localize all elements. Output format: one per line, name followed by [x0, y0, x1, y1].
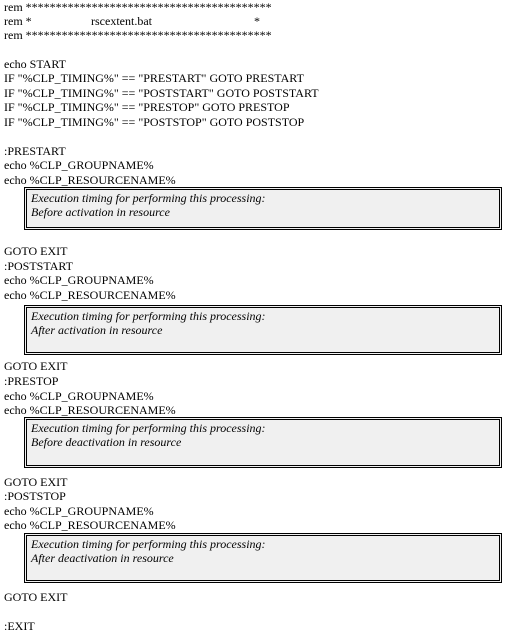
section-label-poststart: :POSTSTART — [4, 259, 73, 273]
if-poststop-line: IF "%CLP_TIMING%" == "POSTSTOP" GOTO POSTSTOP — [4, 115, 305, 129]
rem-border-bottom: rem ***************************************** — [4, 28, 272, 42]
goto-exit-line: GOTO EXIT — [4, 359, 68, 373]
goto-exit-line: GOTO EXIT — [4, 244, 68, 258]
echo-groupname-line: echo %CLP_GROUPNAME% — [4, 158, 154, 172]
echo-resourcename-line: echo %CLP_RESOURCENAME% — [4, 518, 176, 532]
rem-title-line — [4, 14, 504, 28]
timing-note-text: Before deactivation in resource — [31, 435, 182, 449]
timing-note-prestop — [24, 417, 502, 468]
echo-resourcename-line: echo %CLP_RESOURCENAME% — [4, 403, 176, 417]
timing-note-text: After deactivation in resource — [31, 551, 174, 565]
goto-exit-line: GOTO EXIT — [4, 475, 68, 489]
timing-note-title: Execution timing for performing this processing: — [31, 309, 266, 323]
if-poststart-line: IF "%CLP_TIMING%" == "POSTSTART" GOTO POSTSTART — [4, 86, 319, 100]
rem-filename: rscextent.bat — [91, 14, 152, 28]
echo-resourcename-line: echo %CLP_RESOURCENAME% — [4, 288, 176, 302]
echo-groupname-line: echo %CLP_GROUPNAME% — [4, 504, 154, 518]
timing-note-text: After activation in resource — [31, 323, 163, 337]
goto-exit-line: GOTO EXIT — [4, 590, 68, 604]
echo-groupname-line: echo %CLP_GROUPNAME% — [4, 273, 154, 287]
timing-note-title: Execution timing for performing this processing: — [31, 537, 266, 551]
timing-note-title: Execution timing for performing this processing: — [31, 191, 266, 205]
section-label-prestart: :PRESTART — [4, 144, 66, 158]
timing-note-poststart — [24, 305, 502, 355]
timing-note-poststop — [24, 533, 502, 583]
section-label-poststop: :POSTSTOP — [4, 489, 66, 503]
rem-suffix: * — [254, 14, 260, 28]
timing-note-text: Before activation in resource — [31, 205, 170, 219]
echo-groupname-line: echo %CLP_GROUPNAME% — [4, 389, 154, 403]
if-prestop-line: IF "%CLP_TIMING%" == "PRESTOP" GOTO PRESTOP — [4, 100, 290, 114]
rem-border-top: rem ***************************************** — [4, 0, 272, 14]
if-prestart-line: IF "%CLP_TIMING%" == "PRESTART" GOTO PRESTART — [4, 71, 304, 85]
exit-label: :EXIT — [4, 619, 35, 633]
echo-start-line: echo START — [4, 57, 66, 71]
echo-resourcename-line: echo %CLP_RESOURCENAME% — [4, 173, 176, 187]
section-label-prestop: :PRESTOP — [4, 374, 59, 388]
timing-note-title: Execution timing for performing this processing: — [31, 421, 266, 435]
timing-note-prestart — [24, 187, 502, 230]
rem-prefix: rem * — [4, 14, 32, 28]
